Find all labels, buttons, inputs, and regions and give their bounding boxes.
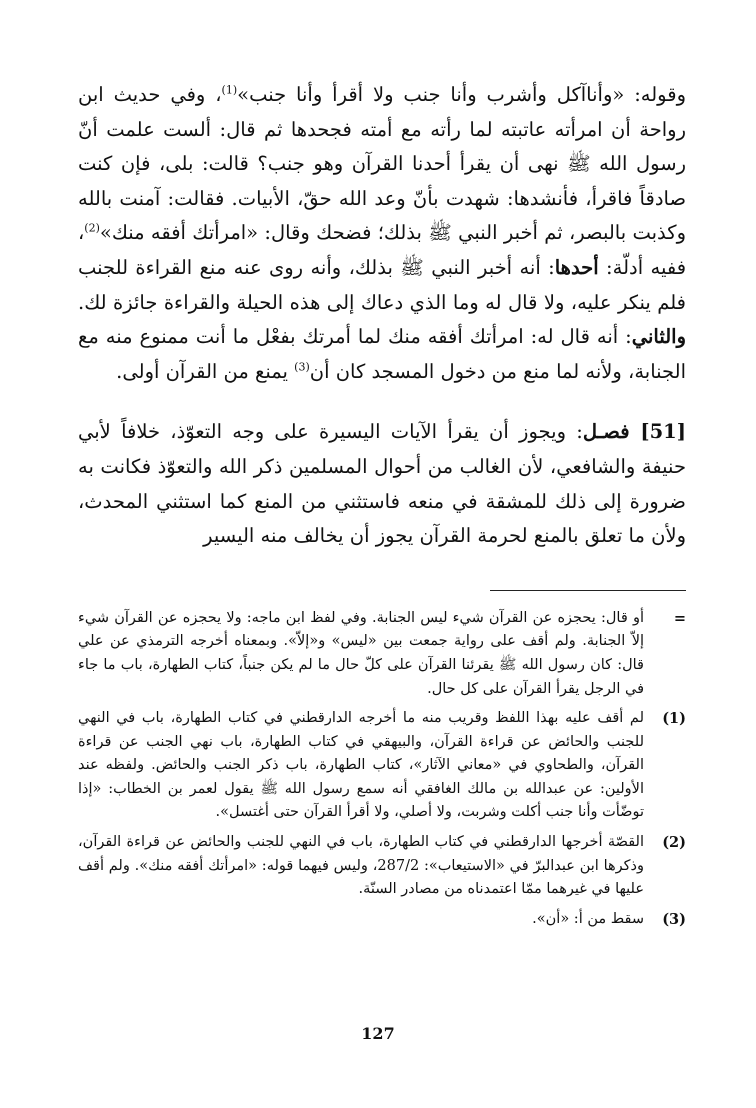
footnotes <box>78 607 686 932</box>
text-run: ، وفي حديث ابن رواحة أن امرأته عاتبته لما رأته مع أمته فجحدها ثم قال: ألست علمت أنّ رسول الله ﷺ نهى أن يقرأ أحدنا القرآن وهو جنب؟ قالت: بلى، فإن كنت صادقاً فاقرأ، فأنشدها: شهدت بأنّ وعد الله حقّ، الأبيات. فقالت: آمنت بالله وكذبت بالبصر، ثم أخبر النبي ﷺ بذلك؛ فضحك وقال: «امرأتك أفقه منك» <box>78 83 686 245</box>
second-evidence-label: والثاني <box>631 325 686 349</box>
footnote-text: لم أقف عليه بهذا اللفظ وقريب منه ما أخرجه الدارقطني في كتاب الطهارة، باب في النهي للجنب والحائض عن قراءة القرآن، والبيهقي في كتاب الطهارة، باب نهي الجنب عن قراءة القرآن، والطحاوي في «معاني الآثار»، كتاب الطهارة، باب ذكر الجنب والحائض. ولفظه عند الأولين: عن عبدالله بن مالك الغافقي أنه سمع رسول الله ﷺ يقول لعمر بن الخطاب: «إذا توضّأت وأنا جنب أكلت وشربت، ولا أصلي، ولا أقرأ القرآن حتى أغتسل». <box>78 710 644 821</box>
footnote-divider <box>490 590 686 591</box>
paragraph-1 <box>78 78 686 389</box>
text-run: : ويجوز أن يقرأ الآيات اليسيرة على وجه التعوّذ، خلافاً لأبي حنيفة والشافعي، لأن الغالب من أحوال المسلمين ذكر الله والتعوّذ فكانت به ضرورة إلى ذلك للمشقة في منعه فاستثني من المنع كما استثني المحدث، ولأن ما تعلق بالمنع لحرمة القرآن يجوز أن يخالف منه اليسير <box>78 420 686 548</box>
first-evidence-label: أحدها <box>554 255 599 279</box>
page-number: 127 <box>361 1024 395 1043</box>
text-run: : أنه أخبر النبي ﷺ بذلك، وأنه روى عنه منع القراءة للجنب فلم ينكر عليه، ولا قال له وما الذي دعاك إلى هذه الحيلة والقراءة جائزة لك. <box>78 255 686 314</box>
section-label: [51] فصـل <box>582 420 686 444</box>
footnote-1 <box>78 707 686 825</box>
section-51 <box>78 415 686 553</box>
main-text <box>78 78 686 554</box>
footnote-text: القصّة أخرجها الدارقطني في كتاب الطهارة، باب في النهي للجنب والحائض عن قراءة القرآن، وذكرها ابن عبدالبرّ في «الاستيعاب»: 287/2، وليس فيهما قوله: «امرأتك أفقه منك». ولم أقف عليها في غيرهما ممّا اعتمدناه من مصادر السنّة. <box>78 834 644 898</box>
text-run: يمنع من القرآن أولى. <box>116 359 295 383</box>
footnote-text: سقط من أ: «أن». <box>532 910 644 927</box>
footnote-ref-3[interactable]: (3) <box>294 360 310 374</box>
footnote-ref-1[interactable]: (1) <box>221 83 238 97</box>
footnote-mark: = <box>673 609 686 627</box>
footnote-mark: (2) <box>662 834 686 852</box>
text-run: وقوله: «وأناآكل وأشرب وأنا جنب ولا أقرأ وأنا جنب» <box>237 83 686 106</box>
footnote-mark: (3) <box>662 910 686 928</box>
footnote-3 <box>78 908 686 932</box>
footnote-mark: (1) <box>662 710 686 728</box>
footnote-text: أو قال: يحجزه عن القرآن شيء ليس الجنابة. وفي لفظ ابن ماجه: ولا يحجزه عن القرآن شيء إلاّ الجنابة. ولم أقف على رواية جمعت بين «ليس» و«إلاّ». وبمعناه أخرجه الترمذي عن علي قال: كان رسول الله ﷺ يقرئنا القرآن على كلّ حال ما لم يكن جنباً، كتاب الطهارة، باب ما جاء في الرجل يقرأ القرآن على كل حال. <box>78 609 644 697</box>
footnote-continued <box>78 607 686 701</box>
page <box>78 78 686 937</box>
footnote-ref-2[interactable]: (2) <box>84 221 100 235</box>
text-run: ، ففيه أدلّة: <box>78 221 687 279</box>
text-run: : أنه قال له: امرأتك أفقه منك لما أمرتك بفعْل ما أنت ممنوع منه مع الجنابة، ولأنه لما منع من دخول المسجد كان أن <box>78 325 686 383</box>
footnote-2 <box>78 831 686 902</box>
